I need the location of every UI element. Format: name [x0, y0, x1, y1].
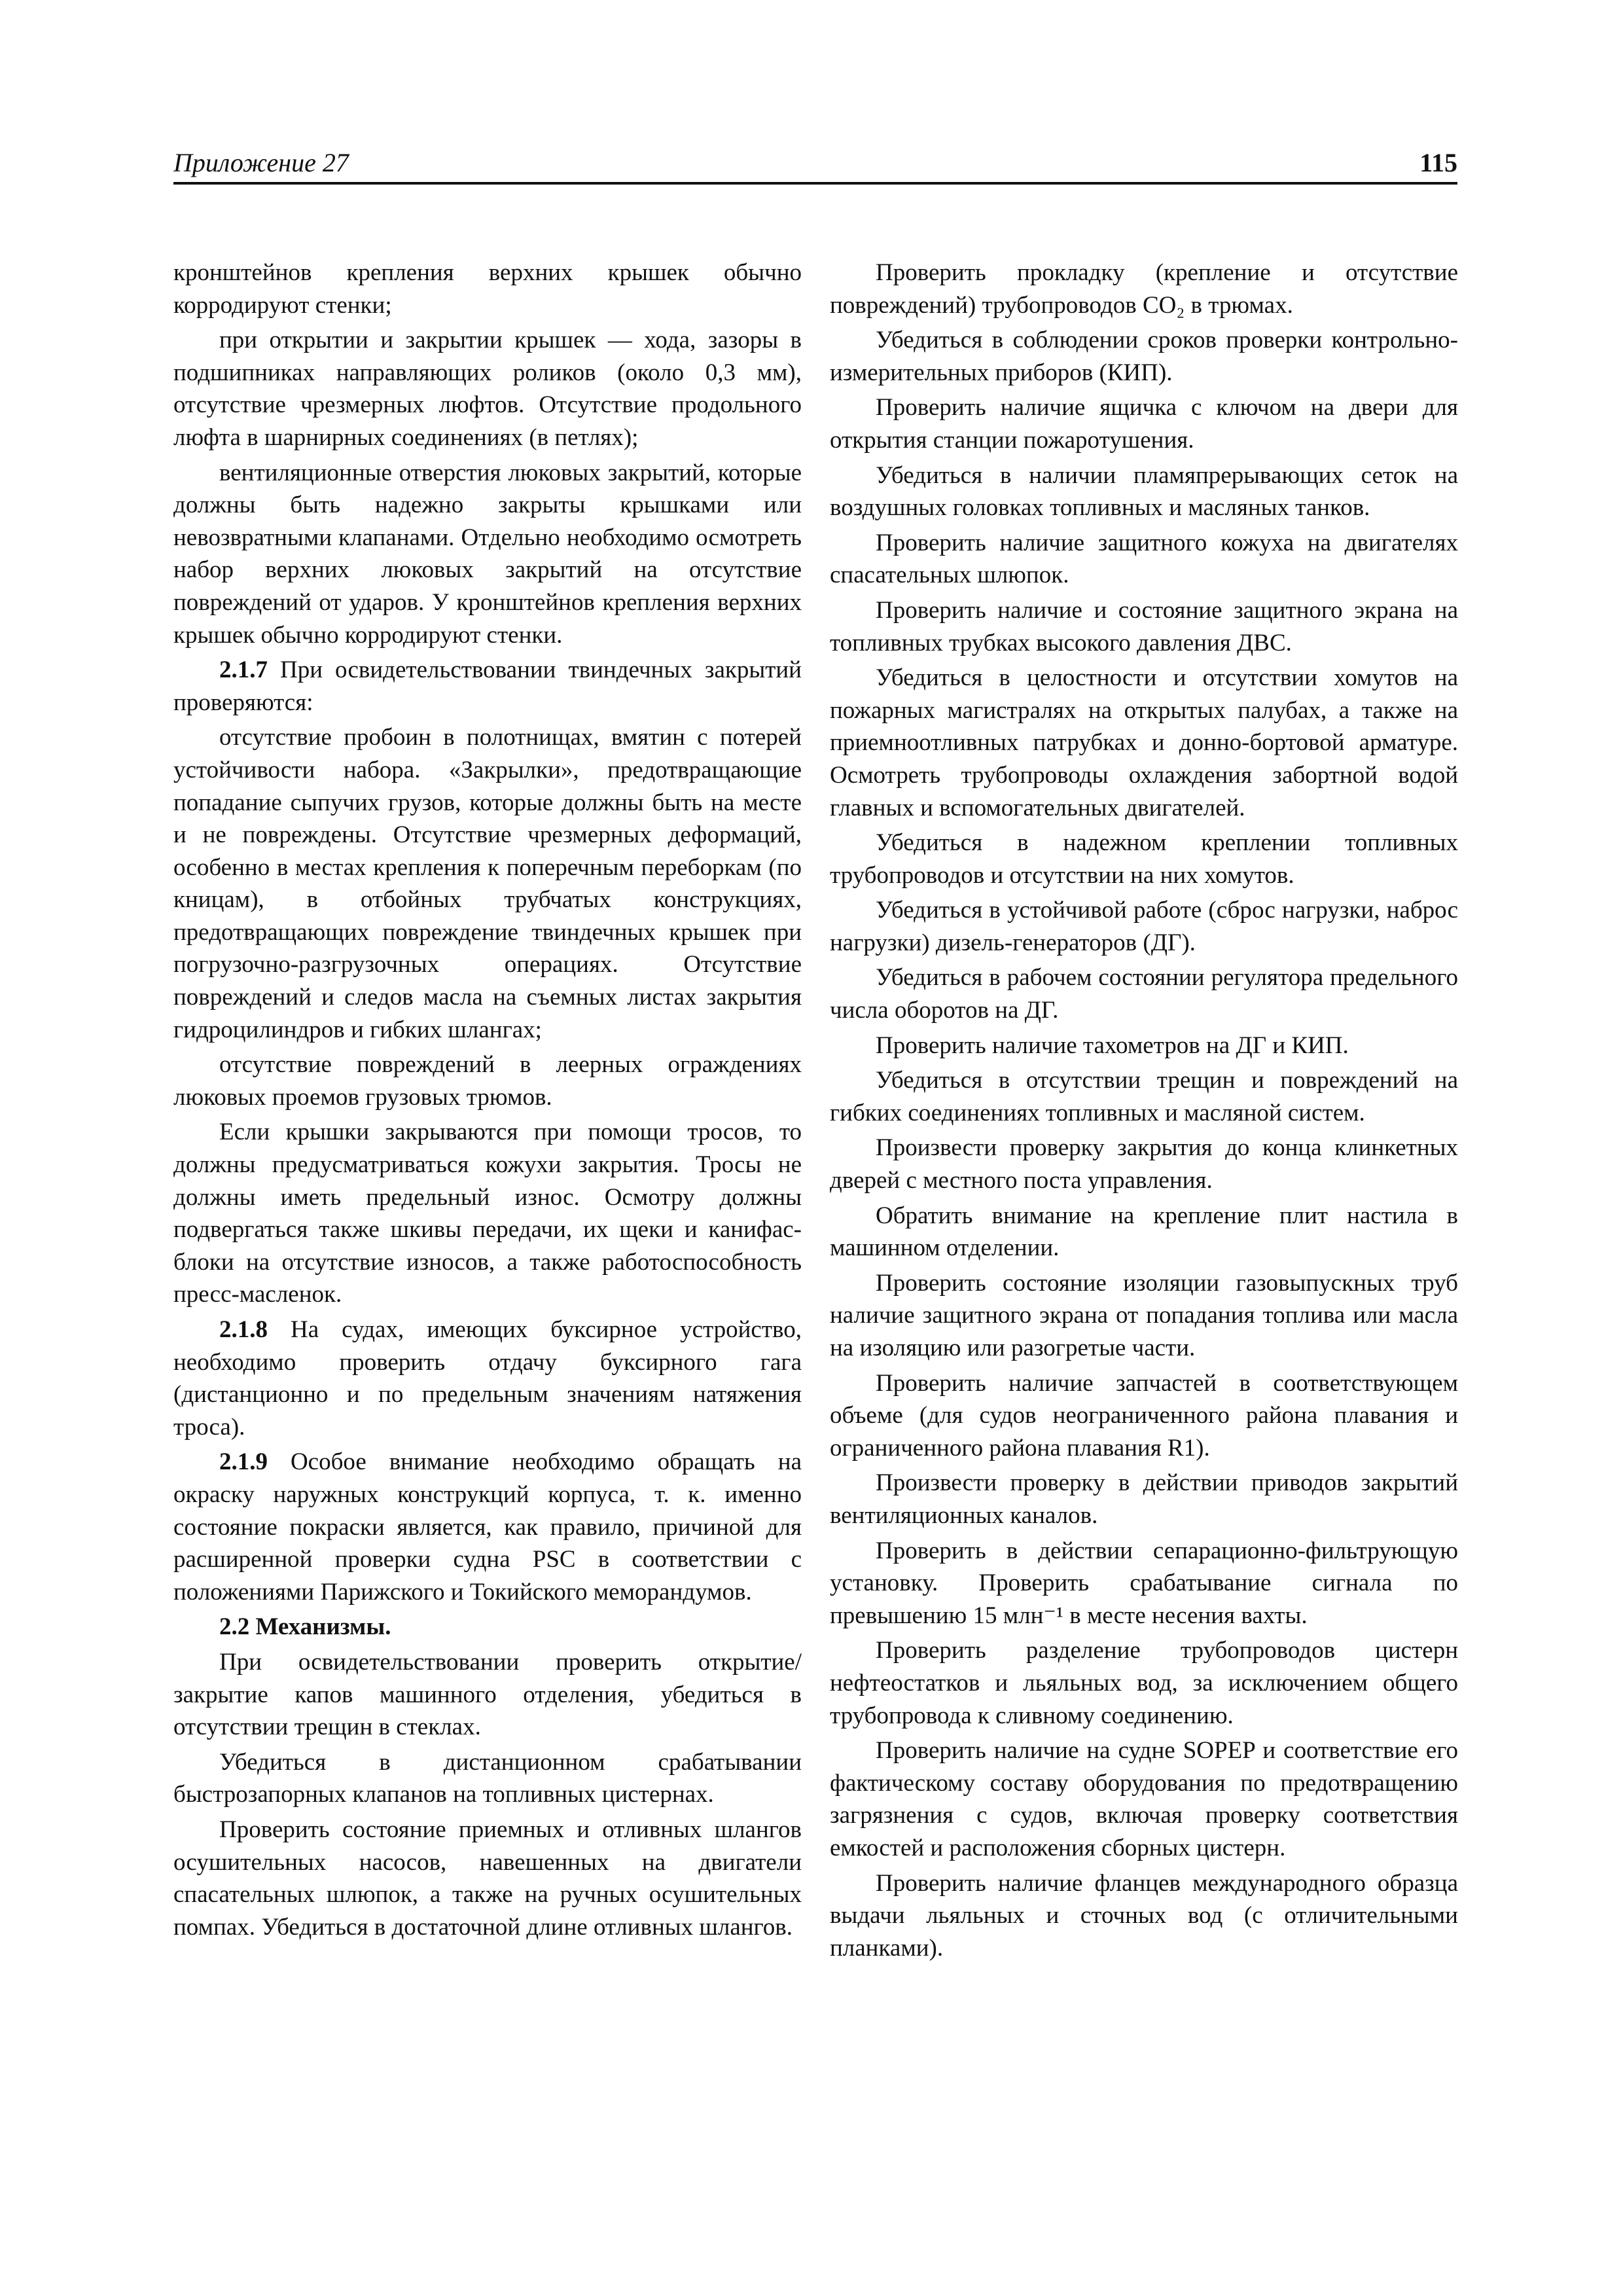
section-heading: 2.2 Механизмы. — [219, 1613, 391, 1641]
right-column — [830, 257, 1458, 1967]
paragraph: Произвести проверку в действии приводов закрытий вентиляционных каналов. — [830, 1469, 1458, 1529]
section-number: 2.1.9 — [219, 1448, 268, 1476]
paragraph: Проверить наличие ящичка с ключом на двери для открытия станции пожаротушения. — [830, 394, 1458, 454]
paragraph: Обратить внимание на крепление плит настила в машинном отделении. — [830, 1202, 1458, 1262]
page-header — [173, 145, 1457, 185]
paragraph: Убедиться в рабочем состоянии регулятора предельного числа оборотов на ДГ. — [830, 964, 1458, 1024]
paragraph: Произвести проверку закрытия до конца клинкетных дверей с местного поста управления. — [830, 1134, 1458, 1194]
paragraph: 2.1.7 При освидетельствовании твиндечных закрытий проверяются: — [173, 656, 802, 716]
paragraph: Проверить состояние изоляции газовыпускных труб наличие защитного экрана от попадания топлива или масла на изоляцию или разогретые части. — [830, 1269, 1458, 1361]
section-number: 2.1.8 — [219, 1316, 268, 1343]
paragraph: Проверить наличие защитного кожуха на двигателях спасательных шлюпок. — [830, 529, 1458, 589]
paragraph: 2.1.8 На судах, имеющих буксирное устройство, необходимо проверить отдачу буксирного гага (дистанционно и по предельным значениям натяжения троса). — [173, 1316, 802, 1441]
paragraph: Проверить наличие на судне SOPEP и соответствие его фактическому составу оборудования по предотвращению загрязнения с судов, включая проверку соответствия емкостей и расположения сборных цистерн. — [830, 1737, 1458, 1861]
paragraph: Проверить наличие тахометров на ДГ и КИП. — [876, 1031, 1349, 1059]
paragraph: Если крышки закрываются при помощи тросов, то должны предусматриваться кожухи закрытия. Тросы не должны иметь предельный износ. Осмотру должны подвергаться также шкивы передачи, их щеки и канифас-блоки на отсутствие износов, а также работоспособность пресс-масленок. — [173, 1119, 802, 1308]
paragraph: отсутствие пробоин в полотнищах, вмятин с потерей устойчивости набора. «Закрылки», предотвращающие попадание сыпучих грузов, которые должны быть на месте и не повреждены. Отсутствие чрезмерных деформаций, особенно в местах крепления к поперечным переборкам (по кницам), в отбойных трубчатых конструкциях, предотвращающих повреждение твиндечных крышек при погрузочно-разгрузочных операциях. Отсутствие повреждений и следов масла на съемных листах закрытия гидроцилиндров и гибких шлангах; — [173, 724, 802, 1043]
paragraph: Убедиться в надежном креплении топливных трубопроводов и отсутствии на них хомутов. — [830, 829, 1458, 889]
paragraph: Проверить в действии сепарационно-фильтрующую установку. Проверить срабатывание сигнала по превышению 15 млн⁻¹ в месте несения вахты. — [830, 1537, 1458, 1629]
paragraph: Убедиться в устойчивой работе (сброс нагрузки, наброс нагрузки) дизель-генераторов (ДГ). — [830, 897, 1458, 956]
paragraph: Проверить наличие фланцев международного образца выдачи льяльных и сточных вод (с отличительными планками). — [830, 1869, 1458, 1962]
paragraph: Проверить состояние приемных и отливных шлангов осушительных насосов, навешенных на двигатели спасательных шлюпок, а также на ручных осушительных помпах. Убедиться в достаточной длине отливных шлангов. — [173, 1816, 802, 1941]
paragraph: при открытии и закрытии крышек — хода, зазоры в подшипниках направляющих роликов (около 0,3 мм), отсутствие чрезмерных люфтов. Отсутствие продольного люфта в шарнирных соединениях (в петлях); — [173, 327, 802, 451]
paragraph: кронштейнов крепления верхних крышек обычно корродируют стенки; — [173, 259, 802, 319]
paragraph: Убедиться в дистанционном срабатывании быстрозапорных клапанов на топливных цистернах. — [173, 1748, 802, 1808]
paragraph: отсутствие повреждений в леерных ограждениях люковых проемов грузовых трюмов. — [173, 1051, 802, 1111]
paragraph: Проверить наличие и состояние защитного экрана на топливных трубках высокого давления ДВС. — [830, 596, 1458, 656]
paragraph: Убедиться в целостности и отсутствии хомутов на пожарных магистралях на открытых палубах, а также на приемноотливных патрубках и донно-бортовой арматуре. Осмотреть трубопроводы охлаждения забортной водой главных и вспомогательных двигателей. — [830, 664, 1458, 821]
section-number: 2.1.7 — [219, 656, 268, 684]
paragraph: Проверить прокладку (крепление и отсутствие повреждений) трубопроводов CO₂ в трюмах. — [830, 259, 1458, 319]
paragraph: Убедиться в наличии пламяпрерывающих сеток на воздушных головках топливных и масляных танков. — [830, 461, 1458, 522]
page-number: 115 — [1419, 148, 1457, 177]
running-title: Приложение 27 — [173, 148, 349, 177]
paragraph: Убедиться в соблюдении сроков проверки контрольно-измерительных приборов (КИП). — [830, 327, 1458, 386]
paragraph: вентиляционные отверстия люковых закрытий, которые должны быть надежно закрыты крышками или невозвратными клапанами. Отдельно необходимо осмотреть набор верхних люковых закрытий на отсутствие повреждений от ударов. У кронштейнов крепления верхних крышек обычно корродируют стенки. — [173, 459, 802, 649]
paragraph: 2.1.9 Особое внимание необходимо обращать на окраску наружных конструкций корпуса, т. к. именно состояние покраски является, как правило, причиной для расширенной проверки судна PSC в соответствии с положениями Парижского и Токийского меморандумов. — [173, 1448, 802, 1605]
paragraph: Проверить разделение трубопроводов цистерн нефтеостатков и льяльных вод, за исключением общего трубопровода к сливному соединению. — [830, 1637, 1458, 1729]
paragraph: Проверить наличие запчастей в соответствующем объеме (для судов неограниченного района плавания и ограниченного района плавания R1). — [830, 1369, 1458, 1462]
paragraph: Убедиться в отсутствии трещин и повреждений на гибких соединениях топливных и масляной систем. — [830, 1067, 1458, 1126]
paragraph: При освидетельствовании проверить открытие/закрытие капов машинного отделения, убедиться в отсутствии трещин в стеклах. — [173, 1648, 802, 1741]
left-column — [173, 257, 802, 1946]
